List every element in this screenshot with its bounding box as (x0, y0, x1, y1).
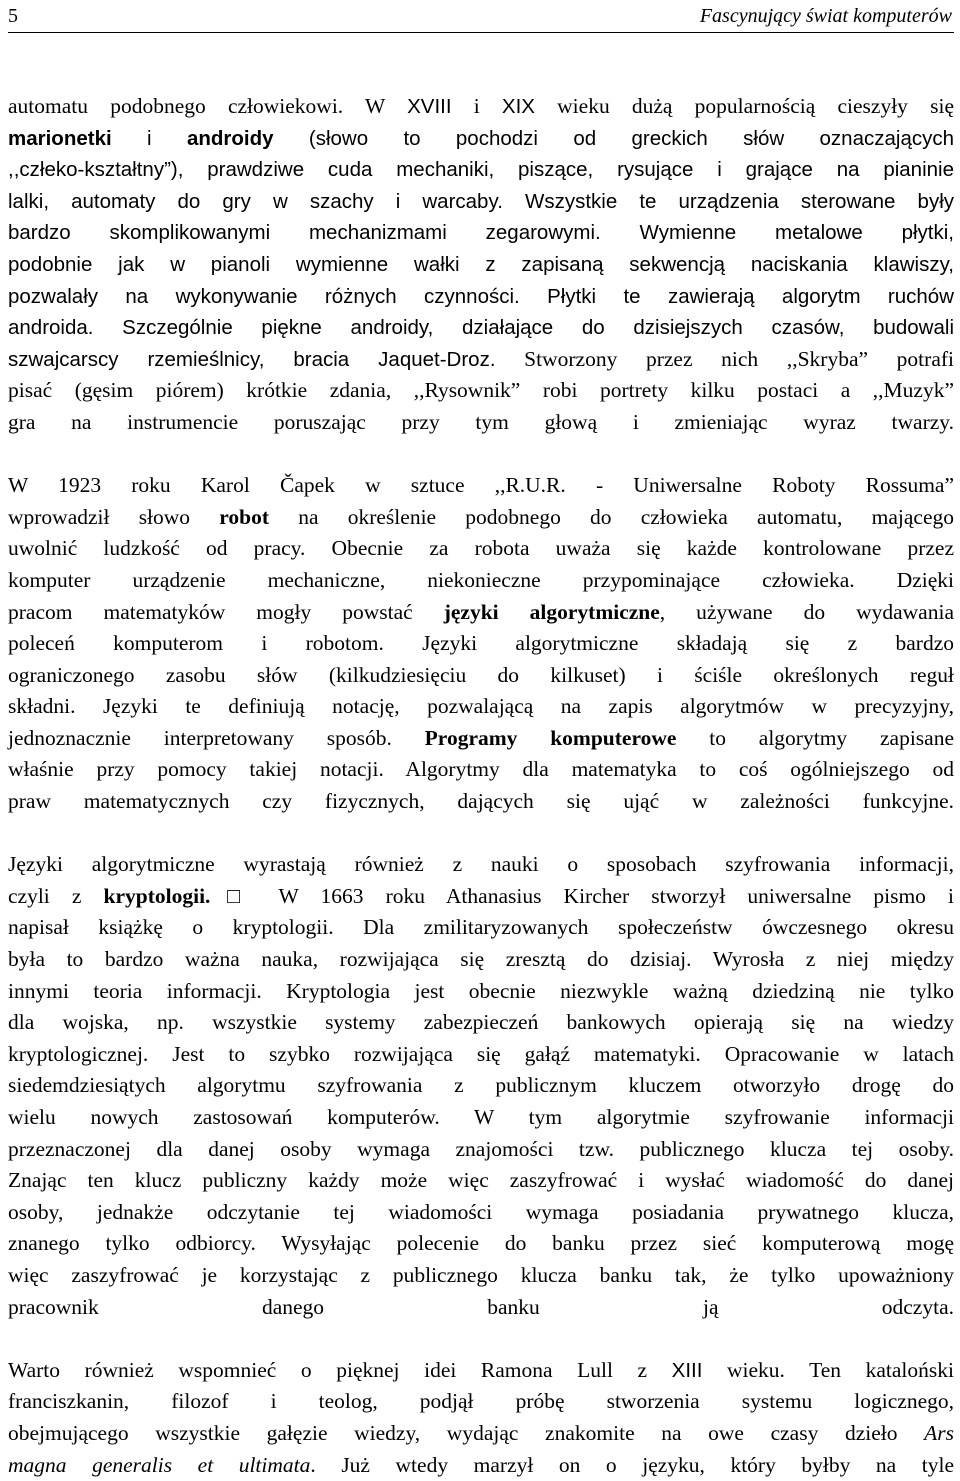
text-run: poleceń komputerom i robotom. Języki algorytmiczne składają się z bardzo (8, 631, 954, 656)
text-run: czyli z (8, 883, 104, 908)
text-run: pracownik danego banku ją odczyta. (8, 1294, 954, 1319)
text-run: ograniczonego zasobu słów (kilkudziesięciu do kilkuset) i ściśle określonych reguł (8, 662, 954, 687)
text-line (8, 1450, 954, 1481)
text-run: wieku. Ten kataloński (702, 1357, 954, 1382)
paragraph (8, 1355, 954, 1481)
text-line (8, 375, 954, 407)
text-line (8, 849, 954, 881)
text-line (8, 786, 954, 818)
text-line (8, 597, 954, 629)
paragraph (8, 849, 954, 1323)
text-run: androida. (8, 316, 94, 340)
text-line (8, 628, 954, 660)
text-run: szwajcarscy rzemieślnicy, bracia Jaquet-Droz. (8, 347, 496, 371)
text-run: pracom matematyków mogły powstać (8, 599, 444, 624)
paragraph-gap (8, 818, 954, 850)
text-line (8, 470, 954, 502)
text-run: więc zaszyfrować je korzystając z publicznego klucza banku tak, że tylko upoważniony (8, 1262, 954, 1287)
text-run: była to bardzo ważna nauka, rozwijająca się zresztą do dzisiaj. Wyrosła z niej między (8, 947, 954, 972)
italic-title: Ars (924, 1420, 954, 1445)
text-run: kryptologicznej. Jest to szybko rozwijająca się gałąź matematyki. Opracowanie w latach (8, 1041, 954, 1066)
text-line (8, 976, 954, 1008)
text-run: Warto również wspomnieć o pięknej idei Ramona Lull z (8, 1357, 672, 1382)
text-run: wprowadził słowo (8, 504, 220, 529)
text-line (8, 1260, 954, 1292)
paragraph-gap (8, 439, 954, 471)
page-header (8, 2, 954, 33)
text-run: znanego tylko odbiorcy. Wysyłając polecenie do banku przez sieć komputerową mogę (8, 1231, 954, 1256)
text-run: Wymienne metalowe płytki, (600, 221, 954, 245)
text-run: właśnie przy pomocy takiej notacji. Algorytmy dla matematyka to coś ogólniejszego od (8, 757, 954, 782)
text-run: Płytki te zawierają algorytm ruchów (519, 284, 954, 308)
bold-term: kryptologii. (103, 883, 211, 908)
text-line (8, 1228, 954, 1260)
text-run: na określenie podobnego do człowieka automatu, mającego (269, 504, 954, 529)
text-line (8, 1197, 954, 1229)
text-line (8, 1165, 954, 1197)
text-run: XIII (671, 1358, 703, 1382)
text-run: ,,człeko-kształtny”), prawdziwe cuda mechaniki, piszące, rysujące i grające na pianinie (8, 158, 954, 182)
text-line (8, 912, 954, 944)
text-line (8, 565, 954, 597)
bold-term: robot (219, 504, 270, 529)
text-line (8, 281, 954, 313)
text-run: pozwalały na wykonywanie różnych czynności. (8, 284, 520, 308)
text-run: pisać (gęsim piórem) krótkie zdania, ,,Rysownik” robi portrety kilku postaci a ,,Muzyk” (8, 378, 954, 403)
running-title: Fascynujący świat komputerów (699, 5, 952, 27)
text-line (8, 1355, 954, 1387)
text-line (8, 881, 954, 913)
text-run: Znając ten klucz publiczny każdy może więc zaszyfrować i wysłać wiadomość do danej (8, 1168, 954, 1193)
text-run: obejmującego wszystkie gałęzie wiedzy, wydając znakomite na owe czasy dzieło (8, 1420, 925, 1445)
text-line (8, 217, 954, 249)
text-run: jednoznacznie interpretowany sposób. (8, 725, 425, 750)
text-line (8, 154, 954, 186)
text-run: dla wojska, np. wszystkie systemy zabezpieczeń bankowych opierają się na wiedzy (8, 1010, 954, 1035)
text-run: osoby, jednakże odczytanie tej wiadomości wymaga posiadania prywatnego klucza, (8, 1199, 954, 1224)
text-run: podobnie jak w pianoli wymienne wałki z zapisaną sekwencją naciskania klawiszy, (8, 252, 954, 276)
text-line (8, 754, 954, 786)
text-run: , używane do wydawania (659, 599, 954, 624)
text-line (8, 407, 954, 439)
text-line (8, 1418, 954, 1450)
text-line (8, 1386, 954, 1418)
text-run: Wszystkie te urządzenia sterowane były (502, 189, 954, 213)
text-run: składni. Języki te definiują notację, pozwalającą na zapis algorytmów w precyzyjny, (8, 694, 954, 719)
text-line (8, 1070, 954, 1102)
text-line (8, 1007, 954, 1039)
text-run: bardzo skomplikowanymi mechanizmami zegarowymi. (8, 221, 601, 245)
text-run: (słowo to pochodzi od greckich słów oznaczających (273, 126, 954, 150)
text-run: siedemdziesiątych algorytmu szyfrowania z publicznym kluczem otworzyło drogę do (8, 1073, 954, 1098)
paragraph (8, 91, 954, 439)
text-run: napisał książkę o kryptologii. Dla zmilitaryzowanych społeczeństw ówczesnego okresu (8, 915, 954, 940)
bold-term: marionetki (8, 126, 112, 150)
bold-term: androidy (186, 126, 274, 150)
text-run: gra na instrumencie poruszając przy tym głową i zmieniając wyraz twarzy. (8, 409, 954, 434)
text-run: lalki, automaty do gry w szachy i warcaby. (8, 189, 503, 213)
text-line (8, 723, 954, 755)
text-run: przeznaczonej dla danej osoby wymaga znajomości tzw. publicznego klucza tej osoby. (8, 1136, 954, 1161)
text-line (8, 91, 954, 123)
text-line (8, 123, 954, 155)
text-run: innymi teoria informacji. Kryptologia jest obecnie niezwykle ważną dziedziną nie tylko (8, 978, 954, 1003)
text-run: wieku dużą popularnością cieszyły się (534, 94, 954, 118)
paragraph-gap (8, 1323, 954, 1355)
text-run: wielu nowych zastosowań komputerów. W tym algorytmie szyfrowanie informacji (8, 1105, 954, 1129)
text-run: □ W 1663 roku Athanasius Kircher stworzył uniwersalne pismo i (210, 883, 954, 908)
text-run: Języki algorytmiczne wyrastają również z nauki o sposobach szyfrowania informacji, (8, 852, 954, 877)
text-line (8, 312, 954, 344)
text-run: i (451, 94, 502, 118)
document-body (8, 91, 954, 1481)
text-line (8, 944, 954, 976)
text-line (8, 186, 954, 218)
text-run: XVIII (407, 95, 452, 118)
text-line (8, 1039, 954, 1071)
text-run: franciszkanin, filozof i teolog, podjął próbę stworzenia systemu logicznego, (8, 1389, 954, 1414)
text-run: komputer urządzenie mechaniczne, niekonieczne przypominające człowieka. Dzięki (8, 567, 954, 592)
bold-term: języki algorytmiczne (443, 599, 660, 624)
italic-title: magna generalis et ultimata (8, 1452, 311, 1477)
bold-term: Programy komputerowe (424, 725, 677, 750)
text-line (8, 660, 954, 692)
page-number: 5 (8, 5, 18, 27)
text-run: W 1923 roku Karol Čapek w sztuce ,,R.U.R. - Uniwersalne Roboty Rossuma” (8, 473, 954, 498)
text-line (8, 1292, 954, 1324)
text-run: XIX (501, 95, 535, 118)
text-line (8, 502, 954, 534)
paragraph (8, 470, 954, 818)
text-run: . Już wtedy marzył on o języku, który byłby na tyle (310, 1452, 954, 1477)
text-line (8, 344, 954, 376)
text-line (8, 1134, 954, 1166)
text-line (8, 249, 954, 281)
text-line (8, 533, 954, 565)
text-run: Szczególnie piękne androidy, działające do dzisiejszych czasów, budowali (93, 316, 954, 340)
text-line (8, 1102, 954, 1134)
text-line (8, 691, 954, 723)
text-run: i (111, 126, 187, 150)
text-run: Stworzony przez nich ,,Skryba” potrafi (495, 346, 954, 371)
text-run: uwolnić ludzkość od pracy. Obecnie za robota uważa się każde kontrolowane przez (8, 536, 954, 561)
text-run: automatu podobnego człowiekowi. W (8, 94, 408, 118)
text-run: praw matematycznych czy fizycznych, dających się ująć w zależności funkcyjne. (8, 789, 954, 814)
text-run: to algorytmy zapisane (676, 725, 954, 750)
